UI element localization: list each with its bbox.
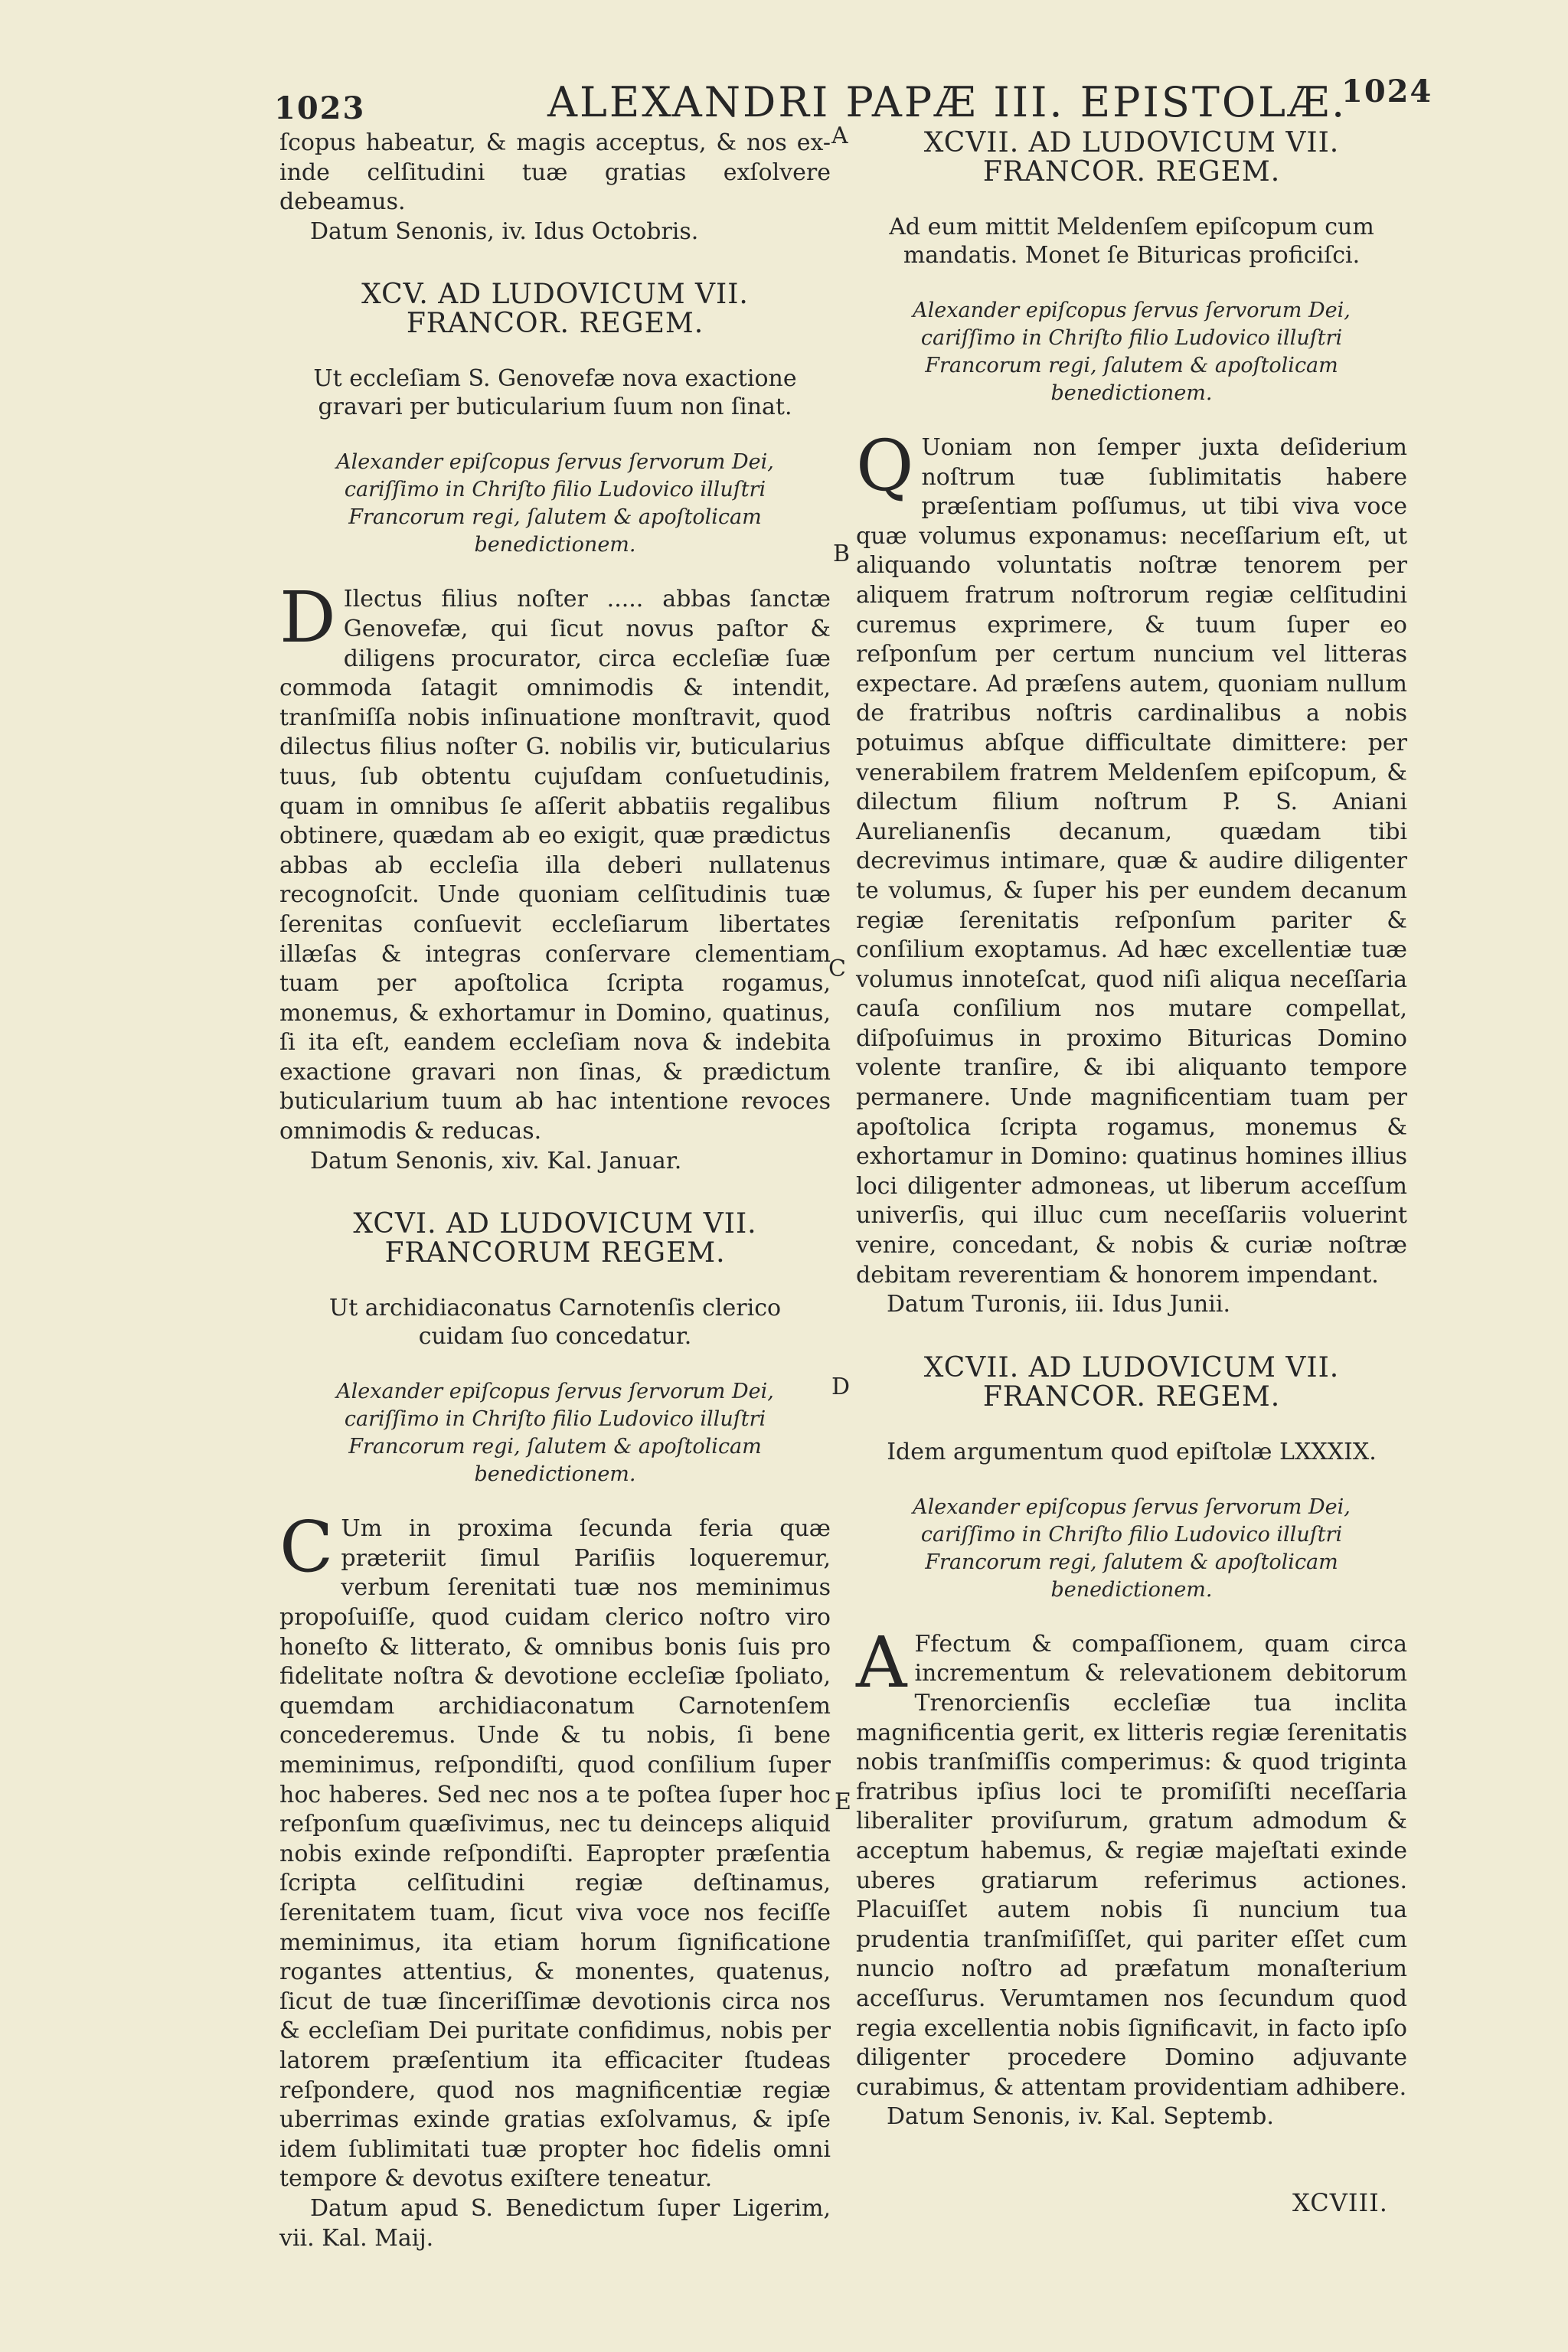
letter-title-xcv: XCV. AD LUDOVICUM VII. FRANCOR. REGEM. (361, 279, 749, 340)
drop-cap: Q (856, 425, 914, 507)
catchword: XCVIII. (1292, 2188, 1388, 2217)
letter-body-text: Ffectum & compaſſionem, quam circa incrementum & relevationem debitorum Trenorcienſis eccleſiæ tua inclita magnificentia gerit, ex litteris regiæ ſerenitatis nobis tranſmiſſis comperimus: & quod triginta fratribus ipſius loci te promiſiſti neceſſaria liberaliter proviſurum, gratum admodum & acceptum habemus, & regiæ majeſtati exinde uberes gratiarum referimus actiones. Placuiſſet autem nobis ſi nuncium tua prudentia tranſmiſiſſet, qui pariter eſſet cum nuncio noſtro ad præfatum monaſterium acceſſurus. Verumtamen nos ſecundum quod regia excellentia nobis ſignificavit, in facto ipſo diligenter procedere Domino adjuvante curabimus, & attentam providentiam adhibere. (856, 1630, 1407, 2101)
letter-summary: Ut archidiaconatus Carnotenſis clerico cuidam ſuo concedatur. (328, 1295, 782, 1351)
letter-body (856, 1621, 1407, 2103)
margin-letter-a: A (831, 122, 848, 149)
letter-title-xcvii: XCVII. AD LUDOVICUM VII. FRANCOR. REGEM. (923, 127, 1340, 188)
margin-letter-c: C (828, 956, 846, 982)
drop-cap: D (279, 577, 336, 659)
margin-letter-b: B (833, 541, 851, 567)
margin-letter-e: E (835, 1788, 851, 1815)
margin-letter-d: D (831, 1374, 851, 1400)
letter-salutation: Alexander epiſcopus ſervus ſervorum Dei, cariſſimo in Chriſto filio Ludovico illuſtri Francorum regi, ſalutem & apoſtolicam benedictionem. (336, 450, 774, 557)
right-column (856, 129, 1407, 2132)
left-column (279, 129, 831, 2253)
letter-body-text: Uoniam non ſemper juxta deſiderium noſtrum tuæ ſublimitatis habere præſentiam poſſumus, ut tibi viva voce quæ volumus exponamus: neceſſarium eſt, ut aliquando voluntatis noſtræ tenorem per aliquem fratrum noſtrorum regiæ celſitudini curemus exprimere, & tuum ſuper eo reſponſum per certum nuncium vel litteras expectare. Ad præſens autem, quoniam nullum de fratribus noſtris cardinalibus a nobis potuimus abſque difficultate dimittere: per venerabilem fratrem Meldenſem epiſcopum, & dilectum filium noſtrum P. S. Aniani Aurelianenſis decanum, quædam tibi decrevimus intimare, quæ & audire diligenter te volumus, & ſuper his per eundem decanum regiæ ſerenitatis reſponſum pariter & conſilium exoptamus. Ad hæc excellentiæ tuæ volumus innoteſcat, quod niſi aliqua neceſſaria cauſa conſilium nos mutare compellat, diſpoſuimus in proximo Bituricas Domino volente tranſire, & ibi aliquanto tempore permanere. Unde magnificentiam tuam per apoſtolica ſcripta rogamus, monemus & exhortamur in Domino: quatinus homines illius loci diligenter admoneas, ut liberum acceſſum univerſis, qui illuc cum neceſſariis voluerint venire, concedant, & nobis & curiæ noſtræ debitam reverentiam & honorem impendant. (856, 434, 1407, 1289)
continued-text: ſcopus habeatur, & magis acceptus, & nos ex- inde celſitudini tuæ gratias exſolvere debeamus. (279, 129, 831, 216)
letter-body (279, 577, 831, 1146)
letter-salutation: Alexander epiſcopus ſervus ſervorum Dei, cariſſimo in Chriſto filio Ludovico illuſtri Francorum regi, ſalutem & apoſtolicam benedictionem. (336, 1380, 774, 1487)
letter-date: Datum apud S. Benedictum ſuper Ligerim, vii. Kal. Maij. (279, 2194, 831, 2252)
letter-salutation: Alexander epiſcopus ſervus ſervorum Dei, cariſſimo in Chriſto filio Ludovico illuſtri Francorum regi, ſalutem & apoſtolicam benedictionem. (913, 299, 1351, 405)
drop-cap: A (856, 1621, 907, 1704)
letter-date: Datum Turonis, iii. Idus Junii. (887, 1291, 1230, 1318)
letter-summary: Idem argumentum quod epiſtolæ LXXXIX. (887, 1438, 1377, 1465)
letter-body-text: Um in proxima ſecunda feria quæ præteriit ſimul Pariſiis loqueremur, verbum ſerenitati tuæ nos meminimus propoſuiſſe, quod cuidam clerico noſtro viro honeſto & litterato, & omnibus bonis ſuis pro fidelitate noſtra & devotione eccleſiæ ſpoliato, quemdam archidiaconatum Carnotenſem concederemus. Unde & tu nobis, ſi bene meminimus, reſpondiſti, quod conſilium ſuper hoc haberes. Sed nec nos a te poſtea ſuper hoc reſponſum quæſivimus, nec tu deinceps aliquid nobis exinde reſpondiſti. Eapropter præſentia ſcripta celſitudini regiæ deſtinamus, ſerenitatem tuam, ſicut viva voce nos feciſſe meminimus, ita etiam horum ſignificatione rogantes attentius, & monentes, quatenus, ſicut de tuæ ſinceriſſimæ devotionis circa nos & eccleſiam Dei puritate confidimus, nobis per latorem præſentium ita efficaciter ſtudeas reſpondere, quod nos magnificentiæ regiæ uberrimas exinde gratias exſolvamus, & ipſe idem ſublimitati tuæ propter hoc fidelis omni tempore & devotus exiſtere teneatur. (279, 1515, 831, 2193)
letter-body-text: Ilectus filius noſter ..... abbas ſanctæ Genovefæ, qui ſicut novus paſtor & diligens procurator, circa eccleſiæ ſuæ commoda ſatagit omnimodis & intendit, tranſmiſſa nobis inſinuatione monſtravit, quod dilectus filius noſter G. nobilis vir, buticularius tuus, ſub obtentu cujuſdam conſuetudinis, quam in omnibus ſe aſſerit abbatiis regalibus obtinere, quædam ab eo exigit, quæ prædictus abbas ab eccleſia illa deberi nullatenus recognoſcit. Unde quoniam celſitudinis tuæ ſerenitas conſuevit eccleſiarum libertates illæſas & integras conſervare clementiam tuam per apoſtolica ſcripta rogamus, monemus, & exhortamur in Domino, quatinus, ſi ita eſt, eandem eccleſiam nova & indebita exactione gravari non ſinas, & prædictum buticularium tuum ab hac intentione revoces omnimodis & reducas. (279, 586, 831, 1145)
letter-date: Datum Senonis, xiv. Kal. Januar. (310, 1147, 682, 1174)
letter-summary: Ad eum mittit Meldenſem epiſcopum cum mandatis. Monet ſe Bituricas proficiſci. (889, 214, 1374, 269)
letter-body (856, 425, 1407, 1290)
running-header (0, 74, 1568, 135)
letter-body (279, 1506, 831, 2194)
letter-date: Datum Senonis, iv. Idus Octobris. (310, 217, 699, 245)
letter-date: Datum Senonis, iv. Kal. Septemb. (887, 2103, 1274, 2131)
letter-salutation: Alexander epiſcopus ſervus ſervorum Dei, cariſſimo in Chriſto filio Ludovico illuſtri Francorum regi, ſalutem & apoſtolicam benedictionem. (913, 1494, 1351, 1602)
letter-summary: Ut eccleſiam S. Genovefæ nova exactione gravari per buticularium ſuum non ſinat. (313, 365, 797, 421)
drop-cap: C (279, 1506, 334, 1589)
letter-title-xcvi: XCVI. AD LUDOVICUM VII. FRANCORUM REGEM. (353, 1208, 757, 1269)
page-number-right: 1024 (1341, 74, 1433, 109)
page-number-left: 1023 (274, 90, 366, 126)
running-title: ALEXANDRI PAPÆ III. EPISTOLÆ. (547, 78, 1348, 126)
letter-title-xcvii-b: XCVII. AD LUDOVICUM VII. FRANCOR. REGEM. (923, 1351, 1340, 1413)
